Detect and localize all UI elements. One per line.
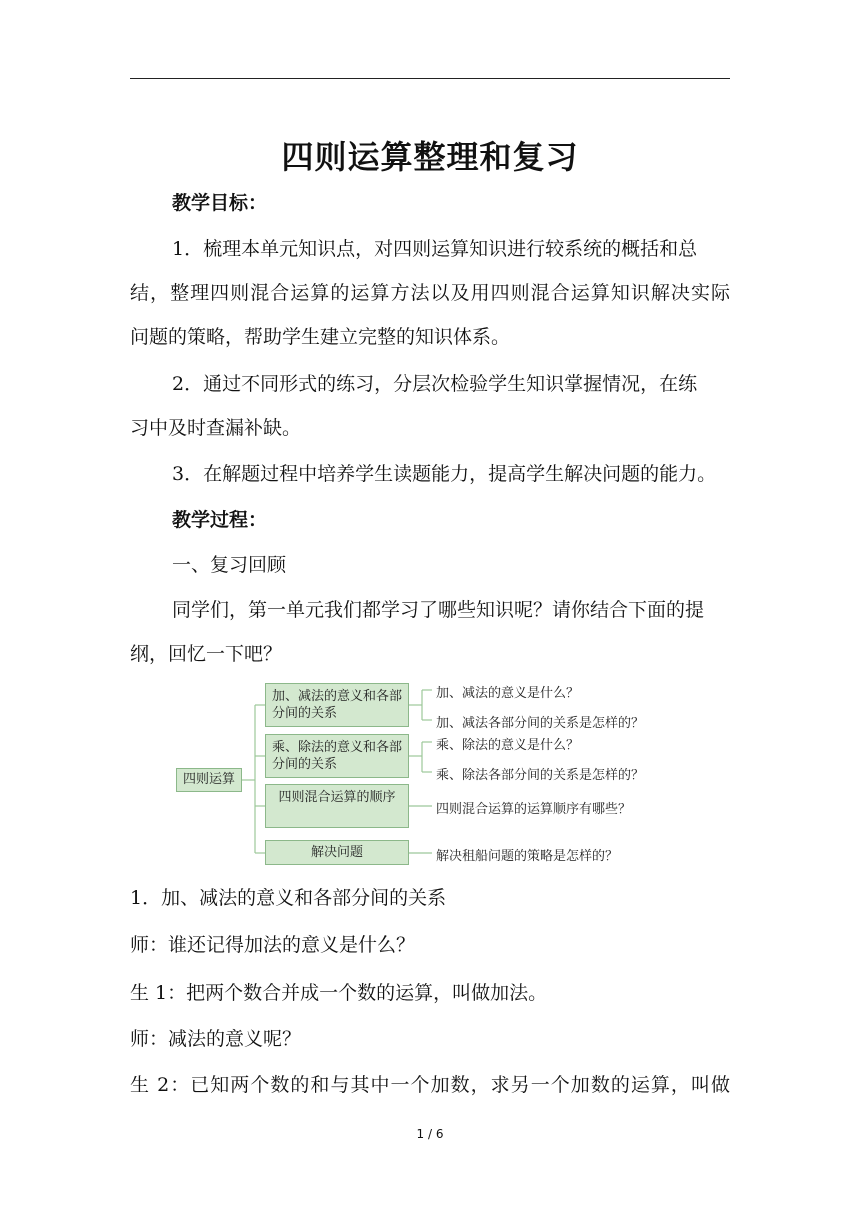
goal1-line1: 1．梳理本单元知识点，对四则运算知识进行较系统的概括和总 [172, 238, 698, 260]
mindmap-branch-problem-solving: 解决问题 [265, 840, 409, 865]
mindmap-question: 解决租船问题的策略是怎样的？ [436, 849, 619, 864]
goals-heading: 教学目标： [172, 192, 268, 214]
mindmap-question: 乘、除法各部分间的关系是怎样的？ [436, 768, 645, 783]
header-rule [130, 78, 730, 79]
mindmap-root: 四则运算 [176, 768, 242, 792]
section1-heading: 一、复习回顾 [172, 554, 287, 576]
mindmap-branch-add-subtract: 加、减法的意义和各部分间的关系 [265, 683, 409, 727]
mindmap-branch-order: 四则混合运算的顺序 [265, 784, 409, 828]
dialog-line: 生 1：把两个数合并成一个数的运算，叫做加法。 [130, 982, 548, 1004]
mindmap-question: 加、减法的意义是什么？ [436, 686, 580, 701]
goal2-line1: 2．通过不同形式的练习，分层次检验学生知识掌握情况，在练 [172, 373, 698, 395]
process-heading: 教学过程： [172, 509, 268, 531]
goal2-line2: 习中及时查漏补缺。 [130, 417, 302, 439]
page-number: 1 / 6 [416, 1127, 444, 1141]
dialog-line: 师：谁还记得加法的意义是什么？ [130, 934, 416, 956]
dialog-line: 生 2：已知两个数的和与其中一个加数，求另一个加数的运算，叫做 [130, 1074, 730, 1096]
mindmap-branch-multiply-divide: 乘、除法的意义和各部分间的关系 [265, 734, 409, 778]
intro-line2: 纲，回忆一下吧？ [130, 643, 283, 665]
goal1-line2: 结，整理四则混合运算的运算方法以及用四则混合运算知识解决实际 [130, 282, 730, 304]
mindmap-question: 乘、除法的意义是什么？ [436, 738, 580, 753]
mindmap-question: 四则混合运算的运算顺序有哪些？ [436, 802, 632, 817]
goal1-line3: 问题的策略，帮助学生建立完整的知识体系。 [130, 326, 511, 348]
point1-heading: 1．加、减法的意义和各部分间的关系 [130, 887, 447, 909]
document-title: 四则运算整理和复习 [281, 138, 579, 176]
mindmap-question: 加、减法各部分间的关系是怎样的？ [436, 716, 645, 731]
knowledge-mindmap [170, 678, 690, 870]
goal3-line1: 3．在解题过程中培养学生读题能力，提高学生解决问题的能力。 [172, 463, 717, 485]
intro-line1: 同学们，第一单元我们都学习了哪些知识呢？请你结合下面的提 [172, 599, 705, 621]
dialog-line: 师：减法的意义呢？ [130, 1028, 302, 1050]
